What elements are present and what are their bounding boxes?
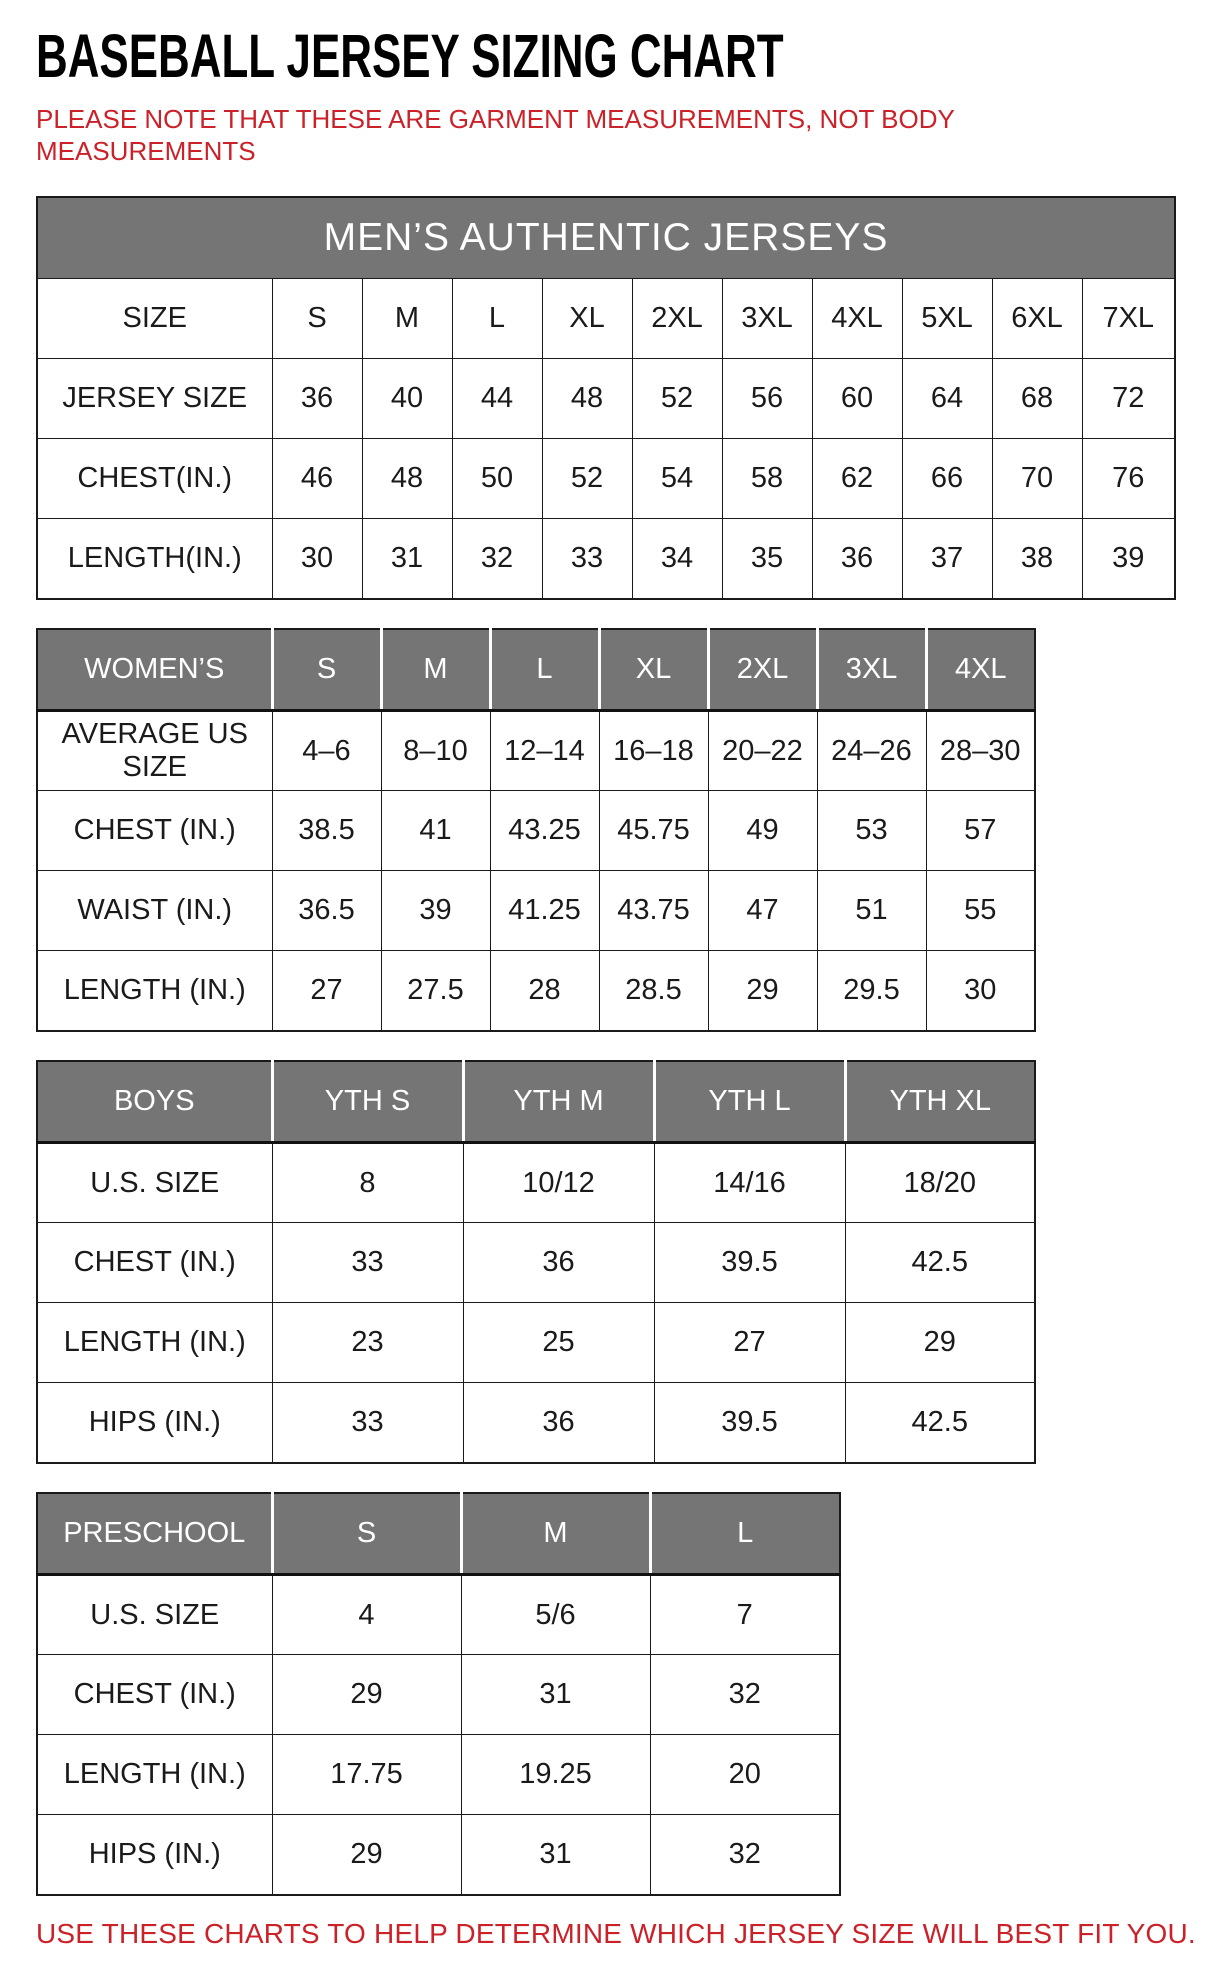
row-label: CHEST (IN.) [37, 791, 272, 871]
cell: 31 [362, 519, 452, 599]
cell: 5XL [902, 279, 992, 359]
cell: 29 [708, 951, 817, 1031]
table-row [37, 1383, 1035, 1463]
cell: 37 [902, 519, 992, 599]
cell: 27 [272, 951, 381, 1031]
cell: 72 [1082, 359, 1175, 439]
cell: 33 [272, 1223, 463, 1303]
size-header-cell: M [381, 629, 490, 711]
cell: 28.5 [599, 951, 708, 1031]
cell: 60 [812, 359, 902, 439]
cell: 36 [463, 1223, 654, 1303]
cell: 36 [463, 1383, 654, 1463]
cell: 20–22 [708, 711, 817, 791]
row-label: U.S. SIZE [37, 1575, 272, 1655]
mens-table-banner: MEN’S AUTHENTIC JERSEYS [37, 197, 1175, 279]
cell: 39.5 [654, 1223, 845, 1303]
cell: 29 [272, 1815, 461, 1895]
womens-banner-row [37, 629, 1035, 711]
cell: 23 [272, 1303, 463, 1383]
cell: 19.25 [461, 1735, 650, 1815]
cell: 35 [722, 519, 812, 599]
table-row [37, 519, 1175, 599]
cell: M [362, 279, 452, 359]
cell: 47 [708, 871, 817, 951]
cell: 49 [708, 791, 817, 871]
womens-table [36, 628, 1036, 1032]
womens-table-banner: WOMEN’S [37, 629, 272, 711]
cell: 50 [452, 439, 542, 519]
row-label: AVERAGE US SIZE [37, 711, 272, 791]
cell: 4–6 [272, 711, 381, 791]
cell: 28 [490, 951, 599, 1031]
cell: 51 [817, 871, 926, 951]
cell: 33 [542, 519, 632, 599]
cell: 3XL [722, 279, 812, 359]
cell: 40 [362, 359, 452, 439]
table-row [37, 871, 1035, 951]
cell: 6XL [992, 279, 1082, 359]
cell: 52 [542, 439, 632, 519]
cell: L [452, 279, 542, 359]
cell: 27.5 [381, 951, 490, 1031]
cell: 42.5 [845, 1383, 1035, 1463]
size-header-cell: XL [599, 629, 708, 711]
row-label: LENGTH (IN.) [37, 1735, 272, 1815]
cell: 57 [926, 791, 1035, 871]
cell: 48 [542, 359, 632, 439]
cell: 36.5 [272, 871, 381, 951]
row-label: WAIST (IN.) [37, 871, 272, 951]
cell: 58 [722, 439, 812, 519]
size-header-cell: M [461, 1493, 650, 1575]
row-label: LENGTH(IN.) [37, 519, 272, 599]
size-header-cell: L [490, 629, 599, 711]
cell: 76 [1082, 439, 1175, 519]
cell: 33 [272, 1383, 463, 1463]
cell: 43.75 [599, 871, 708, 951]
boys-table [36, 1060, 1036, 1464]
cell: 66 [902, 439, 992, 519]
size-header-cell: YTH S [272, 1061, 463, 1143]
cell: 2XL [632, 279, 722, 359]
cell: 56 [722, 359, 812, 439]
cell: 34 [632, 519, 722, 599]
cell: 31 [461, 1655, 650, 1735]
table-row [37, 711, 1035, 791]
table-row [37, 951, 1035, 1031]
note-line-2: MEASUREMENTS [36, 136, 256, 167]
cell: 45.75 [599, 791, 708, 871]
row-label: LENGTH (IN.) [37, 1303, 272, 1383]
table-row [37, 359, 1175, 439]
table-row [37, 1735, 840, 1815]
size-header-cell: YTH L [654, 1061, 845, 1143]
cell: 70 [992, 439, 1082, 519]
cell: 29 [272, 1655, 461, 1735]
size-header-cell: YTH M [463, 1061, 654, 1143]
row-label: JERSEY SIZE [37, 359, 272, 439]
fit-advice-footer: USE THESE CHARTS TO HELP DETERMINE WHICH JERSEY SIZE WILL BEST FIT YOU. [36, 1917, 1196, 1949]
cell: 4 [272, 1575, 461, 1655]
cell: 30 [926, 951, 1035, 1031]
size-header-cell: S [272, 1493, 461, 1575]
table-row [37, 1303, 1035, 1383]
cell: 14/16 [654, 1143, 845, 1223]
row-label: HIPS (IN.) [37, 1383, 272, 1463]
cell: 38.5 [272, 791, 381, 871]
cell: 30 [272, 519, 362, 599]
cell: 54 [632, 439, 722, 519]
cell: 24–26 [817, 711, 926, 791]
cell: 5/6 [461, 1575, 650, 1655]
cell: 20 [650, 1735, 840, 1815]
table-row [37, 1223, 1035, 1303]
cell: 68 [992, 359, 1082, 439]
size-header-cell: S [272, 629, 381, 711]
mens-jerseys-table [36, 196, 1176, 600]
row-label: SIZE [37, 279, 272, 359]
row-label: U.S. SIZE [37, 1143, 272, 1223]
preschool-table [36, 1492, 841, 1896]
boys-banner-row [37, 1061, 1035, 1143]
table-row [37, 439, 1175, 519]
cell: 32 [650, 1815, 840, 1895]
cell: 27 [654, 1303, 845, 1383]
preschool-table-banner: PRESCHOOL [37, 1493, 272, 1575]
row-label: CHEST (IN.) [37, 1655, 272, 1735]
cell: 36 [272, 359, 362, 439]
cell: 10/12 [463, 1143, 654, 1223]
row-label: CHEST(IN.) [37, 439, 272, 519]
size-header-cell: YTH XL [845, 1061, 1035, 1143]
cell: 4XL [812, 279, 902, 359]
cell: 18/20 [845, 1143, 1035, 1223]
table-row [37, 1815, 840, 1895]
cell: 7XL [1082, 279, 1175, 359]
note-line-1: PLEASE NOTE THAT THESE ARE GARMENT MEASUREMENTS, NOT BODY [36, 103, 955, 134]
cell: 53 [817, 791, 926, 871]
cell: 32 [452, 519, 542, 599]
cell: 29 [845, 1303, 1035, 1383]
size-header-cell: 2XL [708, 629, 817, 711]
cell: 44 [452, 359, 542, 439]
table-row [37, 1655, 840, 1735]
cell: 29.5 [817, 951, 926, 1031]
cell: 28–30 [926, 711, 1035, 791]
garment-measurement-note [36, 103, 1220, 168]
cell: 38 [992, 519, 1082, 599]
row-label: LENGTH (IN.) [37, 951, 272, 1031]
row-label: CHEST (IN.) [37, 1223, 272, 1303]
cell: 41 [381, 791, 490, 871]
table-row [37, 1143, 1035, 1223]
size-header-cell: 3XL [817, 629, 926, 711]
cell: 48 [362, 439, 452, 519]
cell: 8 [272, 1143, 463, 1223]
mens-banner-row [37, 197, 1175, 279]
cell: 25 [463, 1303, 654, 1383]
cell: 31 [461, 1815, 650, 1895]
cell: 7 [650, 1575, 840, 1655]
cell: 39 [381, 871, 490, 951]
cell: XL [542, 279, 632, 359]
cell: 52 [632, 359, 722, 439]
cell: S [272, 279, 362, 359]
table-row [37, 791, 1035, 871]
cell: 39.5 [654, 1383, 845, 1463]
cell: 16–18 [599, 711, 708, 791]
cell: 62 [812, 439, 902, 519]
page-title: BASEBALL JERSEY SIZING CHART [36, 22, 784, 90]
table-row [37, 1575, 840, 1655]
size-header-cell: L [650, 1493, 840, 1575]
cell: 43.25 [490, 791, 599, 871]
preschool-banner-row [37, 1493, 840, 1575]
cell: 41.25 [490, 871, 599, 951]
table-row [37, 279, 1175, 359]
cell: 8–10 [381, 711, 490, 791]
cell: 46 [272, 439, 362, 519]
row-label: HIPS (IN.) [37, 1815, 272, 1895]
cell: 32 [650, 1655, 840, 1735]
cell: 36 [812, 519, 902, 599]
cell: 17.75 [272, 1735, 461, 1815]
size-header-cell: 4XL [926, 629, 1035, 711]
boys-table-banner: BOYS [37, 1061, 272, 1143]
cell: 64 [902, 359, 992, 439]
cell: 39 [1082, 519, 1175, 599]
cell: 42.5 [845, 1223, 1035, 1303]
cell: 55 [926, 871, 1035, 951]
cell: 12–14 [490, 711, 599, 791]
